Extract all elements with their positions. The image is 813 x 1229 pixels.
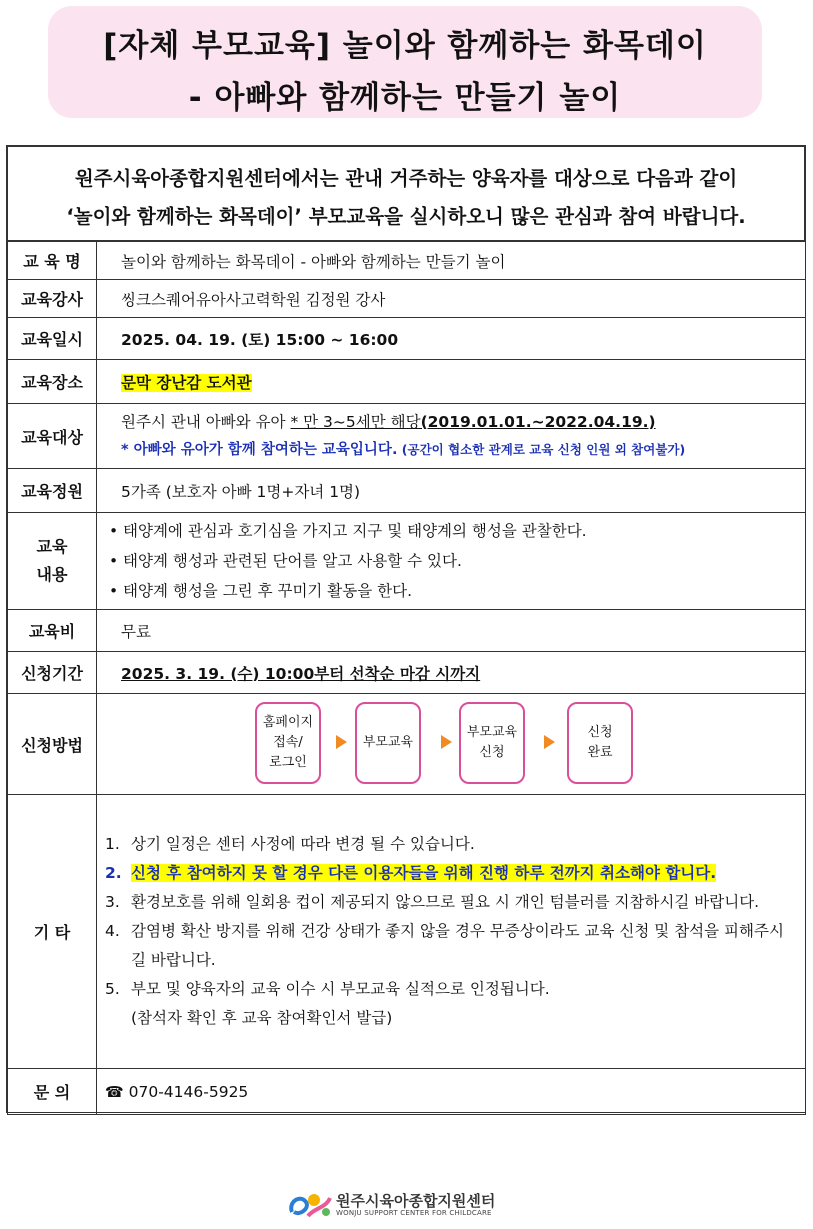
page-subtitle: - 아빠와 함께하는 만들기 놀이 xyxy=(188,80,622,116)
target-age: * 만 3~5세만 해당 xyxy=(290,412,421,431)
contact-phone: 070-4146-5925 xyxy=(128,1082,249,1101)
step-apply: 부모교육 신청 xyxy=(459,702,525,784)
intro-box xyxy=(7,146,805,241)
note-text-highlighted: 신청 후 참여하지 못 할 경우 다른 이용자들을 위해 진행 하루 전까지 취소해야 합니다. xyxy=(131,864,717,882)
value-capacity: 5가족 (보호자 아빠 1명+자녀 1명) xyxy=(97,469,806,513)
arrow-right-icon xyxy=(441,735,452,749)
list-item xyxy=(105,975,797,1033)
row-etc xyxy=(8,795,806,1069)
label-contact: 문 의 xyxy=(8,1069,97,1115)
org-name: 원주시육아종합지원센터 xyxy=(336,1192,496,1210)
label-target: 교육대상 xyxy=(8,404,97,469)
arrow-right-icon xyxy=(544,735,555,749)
list-item xyxy=(105,888,797,917)
page-title: [자체 부모교육] 놀이와 함께하는 화목데이 xyxy=(103,28,707,64)
list-item xyxy=(105,917,797,975)
label-method: 신청방법 xyxy=(8,694,97,795)
list-item xyxy=(105,830,797,859)
target-line-2 xyxy=(121,436,805,464)
apply-steps xyxy=(97,694,805,794)
row-place xyxy=(8,360,806,404)
label-etc: 기 타 xyxy=(8,795,97,1069)
value-name: 놀이와 함께하는 화목데이 - 아빠와 함께하는 만들기 놀이 xyxy=(97,242,806,280)
note-text: 환경보호를 위해 일회용 컵이 제공되지 않으므로 필요 시 개인 텀블러를 지참하시길 바랍니다. xyxy=(131,893,760,911)
target-note: * 아빠와 유아가 함께 참여하는 교육입니다. xyxy=(121,441,398,458)
step-homepage-login: 홈페이지 접속/ 로그인 xyxy=(255,702,321,784)
note-text: 부모 및 양육자의 교육 이수 시 부모교육 실적으로 인정됩니다. xyxy=(131,980,550,998)
note-text: 감염병 확산 방지를 위해 건강 상태가 좋지 않을 경우 무증상이라도 교육 신청 및 참석을 피해주시길 바랍니다. xyxy=(131,922,784,969)
value-instructor: 씽크스퀘어유아사고력학원 김정원 강사 xyxy=(97,280,806,318)
list-item: • 태양계에 관심과 호기심을 가지고 지구 및 태양계의 행성을 관찰한다. xyxy=(105,516,805,546)
step-parent-education: 부모교육 xyxy=(355,702,421,784)
target-text: 원주시 관내 아빠와 유아 xyxy=(121,412,291,431)
label-instructor: 교육강사 xyxy=(8,280,97,318)
title-banner xyxy=(48,6,762,118)
row-target xyxy=(8,404,806,469)
row-capacity xyxy=(8,469,806,513)
target-line-1 xyxy=(121,409,805,436)
row-name xyxy=(8,242,806,280)
step-complete: 신청 완료 xyxy=(567,702,633,784)
org-name-en: WONJU SUPPORT CENTER FOR CHILDCARE xyxy=(336,1209,492,1217)
note-number: 2. xyxy=(105,864,122,882)
arrow-right-icon xyxy=(336,735,347,749)
notes-list xyxy=(105,830,797,1033)
value-date: 2025. 04. 19. (토) 15:00 ~ 16:00 xyxy=(97,318,806,360)
label-fee: 교육비 xyxy=(8,610,97,652)
intro-line-1: 원주시육아종합지원센터에서는 관내 거주하는 양육자를 대상으로 다음과 같이 xyxy=(74,167,738,190)
row-instructor xyxy=(8,280,806,318)
label-date: 교육일시 xyxy=(8,318,97,360)
row-content xyxy=(8,513,806,610)
intro-line-2: ‘놀이와 함께하는 화목데이’ 부모교육을 실시하오니 많은 관심과 참여 바랍니다. xyxy=(66,205,746,228)
note-number: 4. xyxy=(105,922,120,940)
label-place: 교육장소 xyxy=(8,360,97,404)
label-content xyxy=(8,513,97,610)
value-place: 문막 장난감 도서관 xyxy=(121,373,252,392)
label-content-2: 내용 xyxy=(36,565,68,584)
note-sub: (참석자 확인 후 교육 참여확인서 발급) xyxy=(131,1009,393,1027)
row-fee xyxy=(8,610,806,652)
label-period: 신청기간 xyxy=(8,652,97,694)
list-item: • 태양계 행성과 관련된 단어를 알고 사용할 수 있다. xyxy=(105,546,805,576)
row-method xyxy=(8,694,806,795)
row-date xyxy=(8,318,806,360)
label-content-1: 교육 xyxy=(36,537,68,556)
value-period: 2025. 3. 19. (수) 10:00부터 선착순 마감 시까지 xyxy=(121,664,481,683)
footer-logo xyxy=(286,1188,546,1224)
target-birth-range: (2019.01.01.~2022.04.19.) xyxy=(420,412,656,431)
info-table xyxy=(7,241,806,1115)
row-contact xyxy=(8,1069,806,1115)
phone-icon: ☎ xyxy=(105,1082,124,1101)
value-fee: 무료 xyxy=(97,610,806,652)
list-item xyxy=(105,859,797,888)
target-note-sub: (공간이 협소한 관계로 교육 신청 인원 외 참여불가) xyxy=(397,441,686,457)
label-capacity: 교육정원 xyxy=(8,469,97,513)
note-text: 상기 일정은 센터 사정에 따라 변경 될 수 있습니다. xyxy=(131,835,475,853)
content-list xyxy=(105,516,805,606)
note-number: 1. xyxy=(105,835,120,853)
note-number: 3. xyxy=(105,893,120,911)
list-item: • 태양계 행성을 그린 후 꾸미기 활동을 한다. xyxy=(105,576,805,606)
label-name: 교 육 명 xyxy=(8,242,97,280)
note-number: 5. xyxy=(105,980,120,998)
row-period xyxy=(8,652,806,694)
org-logo-icon xyxy=(286,1188,334,1222)
